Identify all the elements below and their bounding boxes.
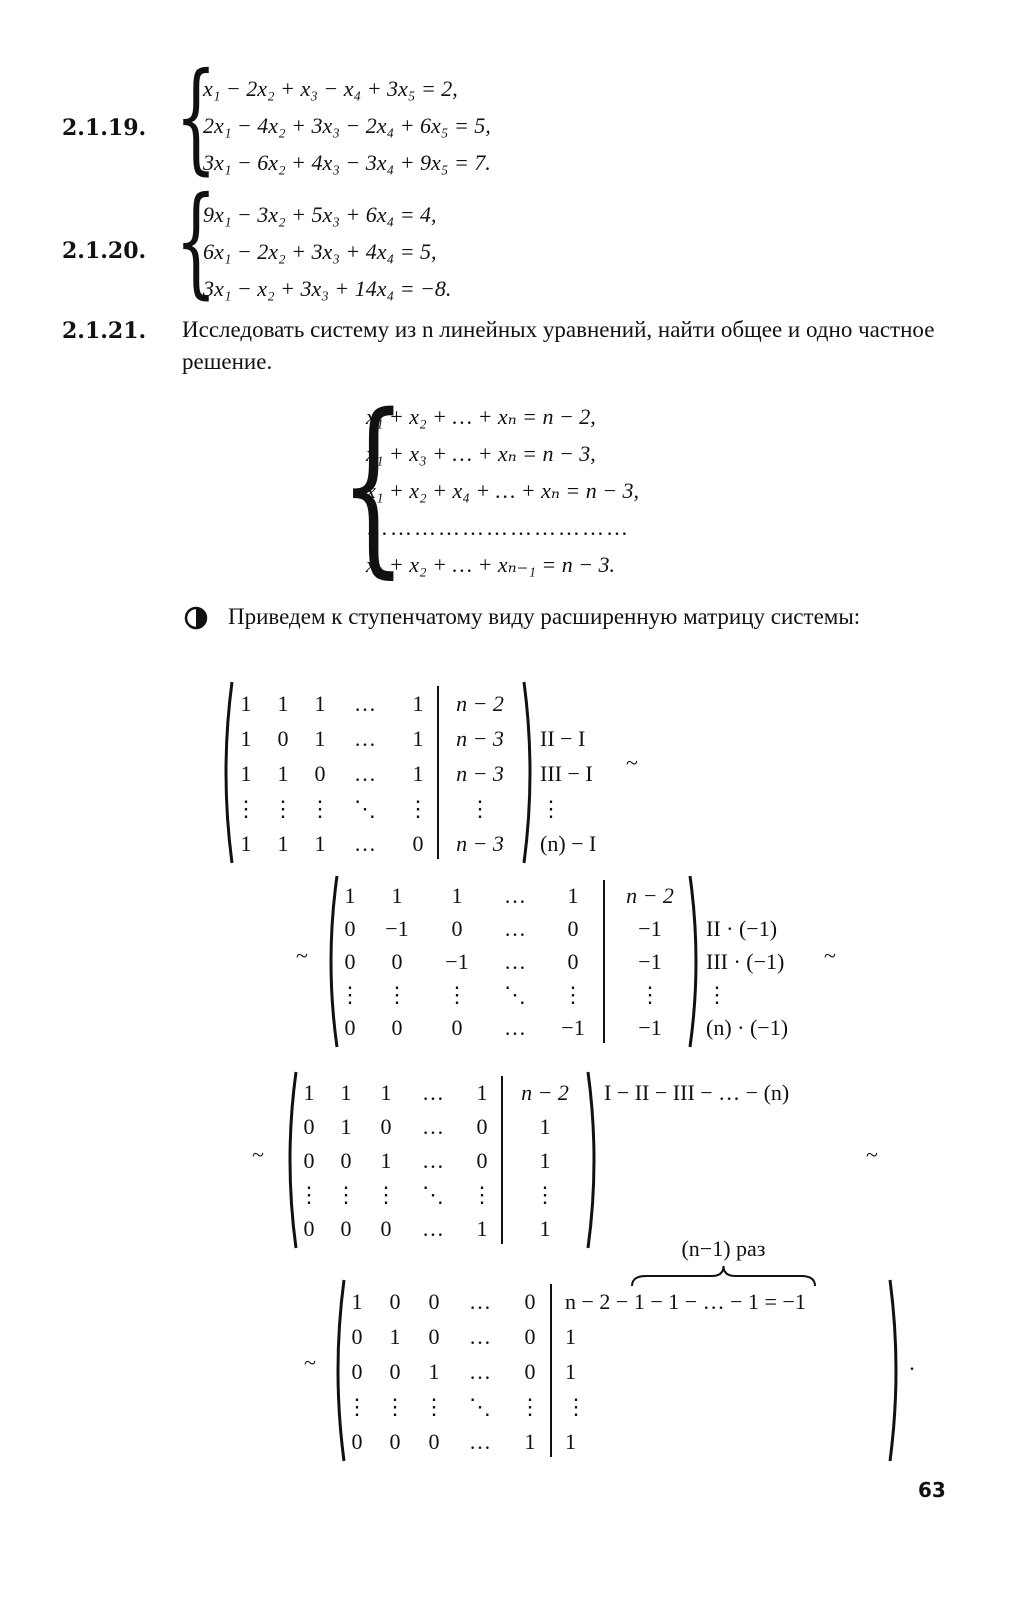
- matrix-cell: 0: [428, 1324, 440, 1349]
- matrix-cell: 1: [476, 1080, 488, 1105]
- matrix-cell: 0: [303, 1114, 315, 1139]
- equation: 9x₁ − 3x₂ + 5x₃ + 6x₄ = 4,: [203, 202, 437, 227]
- system-brace-2-1-19: {: [175, 48, 217, 187]
- matrix-cell: 1: [412, 691, 424, 716]
- augmented-cell: −1: [638, 949, 662, 974]
- matrix-cell: 1: [428, 1359, 440, 1384]
- matrix-cell: 1: [351, 1289, 363, 1314]
- problem-number-2-1-19: 2.1.19.: [62, 115, 147, 141]
- matrix-cell: 0: [344, 1015, 356, 1040]
- overbrace-label: (n−1) раз: [681, 1236, 766, 1261]
- augmented-cell: −1: [638, 1015, 662, 1040]
- matrix-cell: ⋱: [422, 1182, 444, 1207]
- equation: x₁ + x₂ + … + xₙ = n − 2,: [366, 404, 596, 429]
- matrix-cell: 0: [391, 1015, 403, 1040]
- matrix-cell: 0: [567, 916, 579, 941]
- matrix-cell: ⋮: [346, 1394, 368, 1419]
- matrix-left-paren: [226, 682, 232, 863]
- matrix-cell: 0: [380, 1216, 392, 1241]
- matrix-cell: …: [469, 1429, 491, 1454]
- problem-number-2-1-20: 2.1.20.: [62, 238, 147, 264]
- matrix-cell: 0: [391, 949, 403, 974]
- matrix-cell: ⋮: [335, 1182, 357, 1207]
- matrix-cell: ⋮: [562, 982, 584, 1007]
- matrix-cell: 1: [314, 691, 326, 716]
- matrix-cell: …: [504, 949, 526, 974]
- matrix-cell: ⋮: [407, 796, 429, 821]
- matrix-cell: 1: [451, 883, 463, 908]
- final-period: .: [909, 1350, 915, 1375]
- matrix-cell: …: [422, 1216, 444, 1241]
- matrix-cell: 0: [476, 1148, 488, 1173]
- matrix-cell: 1: [380, 1148, 392, 1173]
- matrix-cell: 0: [451, 1015, 463, 1040]
- equation: x₁ + x₃ + … + xₙ = n − 3,: [366, 441, 596, 466]
- matrix-cell: 0: [567, 949, 579, 974]
- matrix-cell: 1: [412, 761, 424, 786]
- matrix-cell: 1: [344, 883, 356, 908]
- augmented-cell: ⋮: [469, 796, 491, 821]
- matrix-cell: 0: [389, 1289, 401, 1314]
- matrix-cell: …: [354, 831, 376, 856]
- matrix-cell: ⋮: [235, 796, 257, 821]
- matrix-cell: ⋮: [423, 1394, 445, 1419]
- augmented-cell: n − 3: [456, 761, 504, 786]
- matrix-cell: 1: [277, 831, 289, 856]
- matrix-cell: …: [504, 916, 526, 941]
- equation: x₁ + x₂ + x₄ + … + xₙ = n − 3,: [366, 478, 640, 503]
- matrix-cell: ⋱: [469, 1394, 491, 1419]
- matrix-cell: ⋮: [272, 796, 294, 821]
- matrix-cell: 1: [314, 831, 326, 856]
- matrix-cell: ⋮: [384, 1394, 406, 1419]
- matrix-cell: 0: [476, 1114, 488, 1139]
- matrix-cell: …: [422, 1080, 444, 1105]
- matrix-cell: 1: [380, 1080, 392, 1105]
- matrix-cell: 0: [340, 1148, 352, 1173]
- matrix-cell: ⋮: [446, 982, 468, 1007]
- matrix-cell: −1: [445, 949, 469, 974]
- overbrace: [632, 1266, 815, 1286]
- equation: x₁ + x₂ + … + xₙ₋₁ = n − 3.: [366, 552, 616, 577]
- matrix-cell: ⋮: [519, 1394, 541, 1419]
- row-operation: (n) · (−1): [706, 1015, 789, 1040]
- matrix-cell: ⋮: [309, 796, 331, 821]
- augmented-cell: 1: [565, 1359, 576, 1384]
- matrix-cell: 0: [412, 831, 424, 856]
- matrix-cell: 0: [351, 1359, 363, 1384]
- matrix-cell: 1: [314, 726, 326, 751]
- matrix-cell: 1: [303, 1080, 315, 1105]
- matrix-cell: …: [469, 1289, 491, 1314]
- matrix-cell: −1: [561, 1015, 585, 1040]
- matrix-cell: 1: [391, 883, 403, 908]
- augmented-cell: 1: [565, 1324, 576, 1349]
- matrix-cell: 0: [451, 916, 463, 941]
- row-operation: ⋮: [540, 796, 562, 821]
- system-brace-2-1-20: {: [175, 172, 217, 311]
- augmented-cell: n − 3: [456, 831, 504, 856]
- equation: 6x₁ − 2x₂ + 3x₃ + 4x₄ = 5,: [203, 239, 437, 264]
- matrix-right-paren: [588, 1072, 594, 1248]
- matrix-cell: 0: [380, 1114, 392, 1139]
- matrix-cell: 0: [428, 1289, 440, 1314]
- augmented-cell: n − 2: [626, 883, 674, 908]
- system-brace-2-1-21: {: [340, 374, 407, 595]
- equivalence-sign: ~: [626, 750, 638, 775]
- matrix-cell: 1: [524, 1429, 536, 1454]
- matrix-cell: 0: [340, 1216, 352, 1241]
- solution-intro: Приведем к ступенчатому виду расширенную матрицу системы:: [228, 604, 861, 629]
- matrix-cell: 1: [240, 691, 252, 716]
- matrix-cell: 0: [303, 1148, 315, 1173]
- matrix-cell: 0: [303, 1216, 315, 1241]
- augmented-cell: 1: [565, 1429, 576, 1454]
- matrix-cell: 0: [344, 916, 356, 941]
- matrix-cell: 0: [277, 726, 289, 751]
- matrix-cell: 1: [240, 726, 252, 751]
- problem-text-2-1-21: Исследовать систему из n линейных уравнений, найти общее и одно частное решение.: [182, 317, 935, 374]
- augmented-cell: n − 2: [456, 691, 504, 716]
- matrix-cell: 1: [340, 1080, 352, 1105]
- matrix-cell: 1: [476, 1216, 488, 1241]
- equation: 3x₁ − 6x₂ + 4x₃ − 3x₄ + 9x₅ = 7.: [203, 150, 491, 175]
- matrix-cell: ⋱: [504, 982, 526, 1007]
- matrix-cell: 1: [240, 831, 252, 856]
- matrix-cell: 0: [524, 1359, 536, 1384]
- matrix-cell: …: [469, 1324, 491, 1349]
- augmented-cell: ⋮: [534, 1182, 556, 1207]
- row-operation: III − I: [540, 761, 593, 786]
- matrix-cell: …: [354, 726, 376, 751]
- matrix-cell: 1: [567, 883, 579, 908]
- matrix-cell: 0: [428, 1429, 440, 1454]
- matrix-left-paren: [290, 1072, 296, 1248]
- equivalence-sign: ~: [296, 943, 308, 968]
- matrix-left-paren: [338, 1280, 344, 1461]
- matrix-cell: ⋮: [386, 982, 408, 1007]
- row-operation: I − II − III − … − (n): [604, 1080, 790, 1105]
- matrix-cell: ⋮: [375, 1182, 397, 1207]
- matrix-cell: 0: [351, 1429, 363, 1454]
- equivalence-sign: ~: [866, 1142, 878, 1167]
- augmented-cell: n − 3: [456, 726, 504, 751]
- matrix-cell: …: [422, 1148, 444, 1173]
- matrix-cell: …: [422, 1114, 444, 1139]
- matrix-right-paren: [890, 1280, 896, 1461]
- matrix-cell: 1: [240, 761, 252, 786]
- row-operation: III · (−1): [706, 949, 785, 974]
- row-operation: ⋮: [706, 982, 728, 1007]
- matrix-cell: …: [469, 1359, 491, 1384]
- matrix-cell: 0: [351, 1324, 363, 1349]
- matrix-cell: ⋮: [339, 982, 361, 1007]
- augmented-cell: 1: [539, 1148, 551, 1173]
- row-operation: (n) − I: [540, 831, 597, 856]
- matrix-right-paren: [524, 682, 530, 863]
- augmented-cell: n − 2: [521, 1080, 569, 1105]
- matrix-cell: ⋱: [354, 796, 376, 821]
- matrix-cell: 0: [524, 1324, 536, 1349]
- matrix-cell: 1: [277, 761, 289, 786]
- matrix-cell: ⋮: [471, 1182, 493, 1207]
- equation: 3x₁ − x₂ + 3x₃ + 14x₄ = −8.: [203, 276, 452, 301]
- matrix-cell: …: [504, 883, 526, 908]
- matrix-cell: …: [354, 691, 376, 716]
- row-operation: II − I: [540, 726, 586, 751]
- matrix-cell: −1: [385, 916, 409, 941]
- matrix-cell: 0: [524, 1289, 536, 1314]
- augmented-cell: −1: [638, 916, 662, 941]
- matrix-cell: 1: [412, 726, 424, 751]
- matrix-left-paren: [331, 876, 337, 1047]
- augmented-cell: 1: [539, 1216, 551, 1241]
- matrix-cell: 0: [314, 761, 326, 786]
- page-number: 63: [918, 1478, 946, 1502]
- dots-row: ……………………………: [366, 515, 630, 540]
- equivalence-sign: ~: [304, 1350, 316, 1375]
- matrix-cell: 1: [389, 1324, 401, 1349]
- equivalence-sign: ~: [824, 943, 836, 968]
- augmented-cell: n − 2 − 1 − 1 − … − 1 = −1: [565, 1289, 806, 1314]
- equation: 2x₁ − 4x₂ + 3x₃ − 2x₄ + 6x₅ = 5,: [203, 113, 491, 138]
- equation: x₁ − 2x₂ + x₃ − x₄ + 3x₅ = 2,: [203, 76, 458, 101]
- augmented-cell: 1: [539, 1114, 551, 1139]
- problem-number-2-1-21: 2.1.21.: [62, 318, 147, 344]
- augmented-cell: ⋮: [565, 1394, 587, 1419]
- matrix-cell: …: [354, 761, 376, 786]
- matrix-cell: 1: [277, 691, 289, 716]
- augmented-cell: ⋮: [639, 982, 661, 1007]
- matrix-cell: 0: [389, 1359, 401, 1384]
- matrix-cell: ⋮: [298, 1182, 320, 1207]
- matrix-right-paren: [690, 876, 696, 1047]
- row-operation: II · (−1): [706, 916, 778, 941]
- equivalence-sign: ~: [252, 1142, 264, 1167]
- matrix-cell: 0: [389, 1429, 401, 1454]
- matrix-cell: …: [504, 1015, 526, 1040]
- matrix-cell: 1: [340, 1114, 352, 1139]
- matrix-cell: 0: [344, 949, 356, 974]
